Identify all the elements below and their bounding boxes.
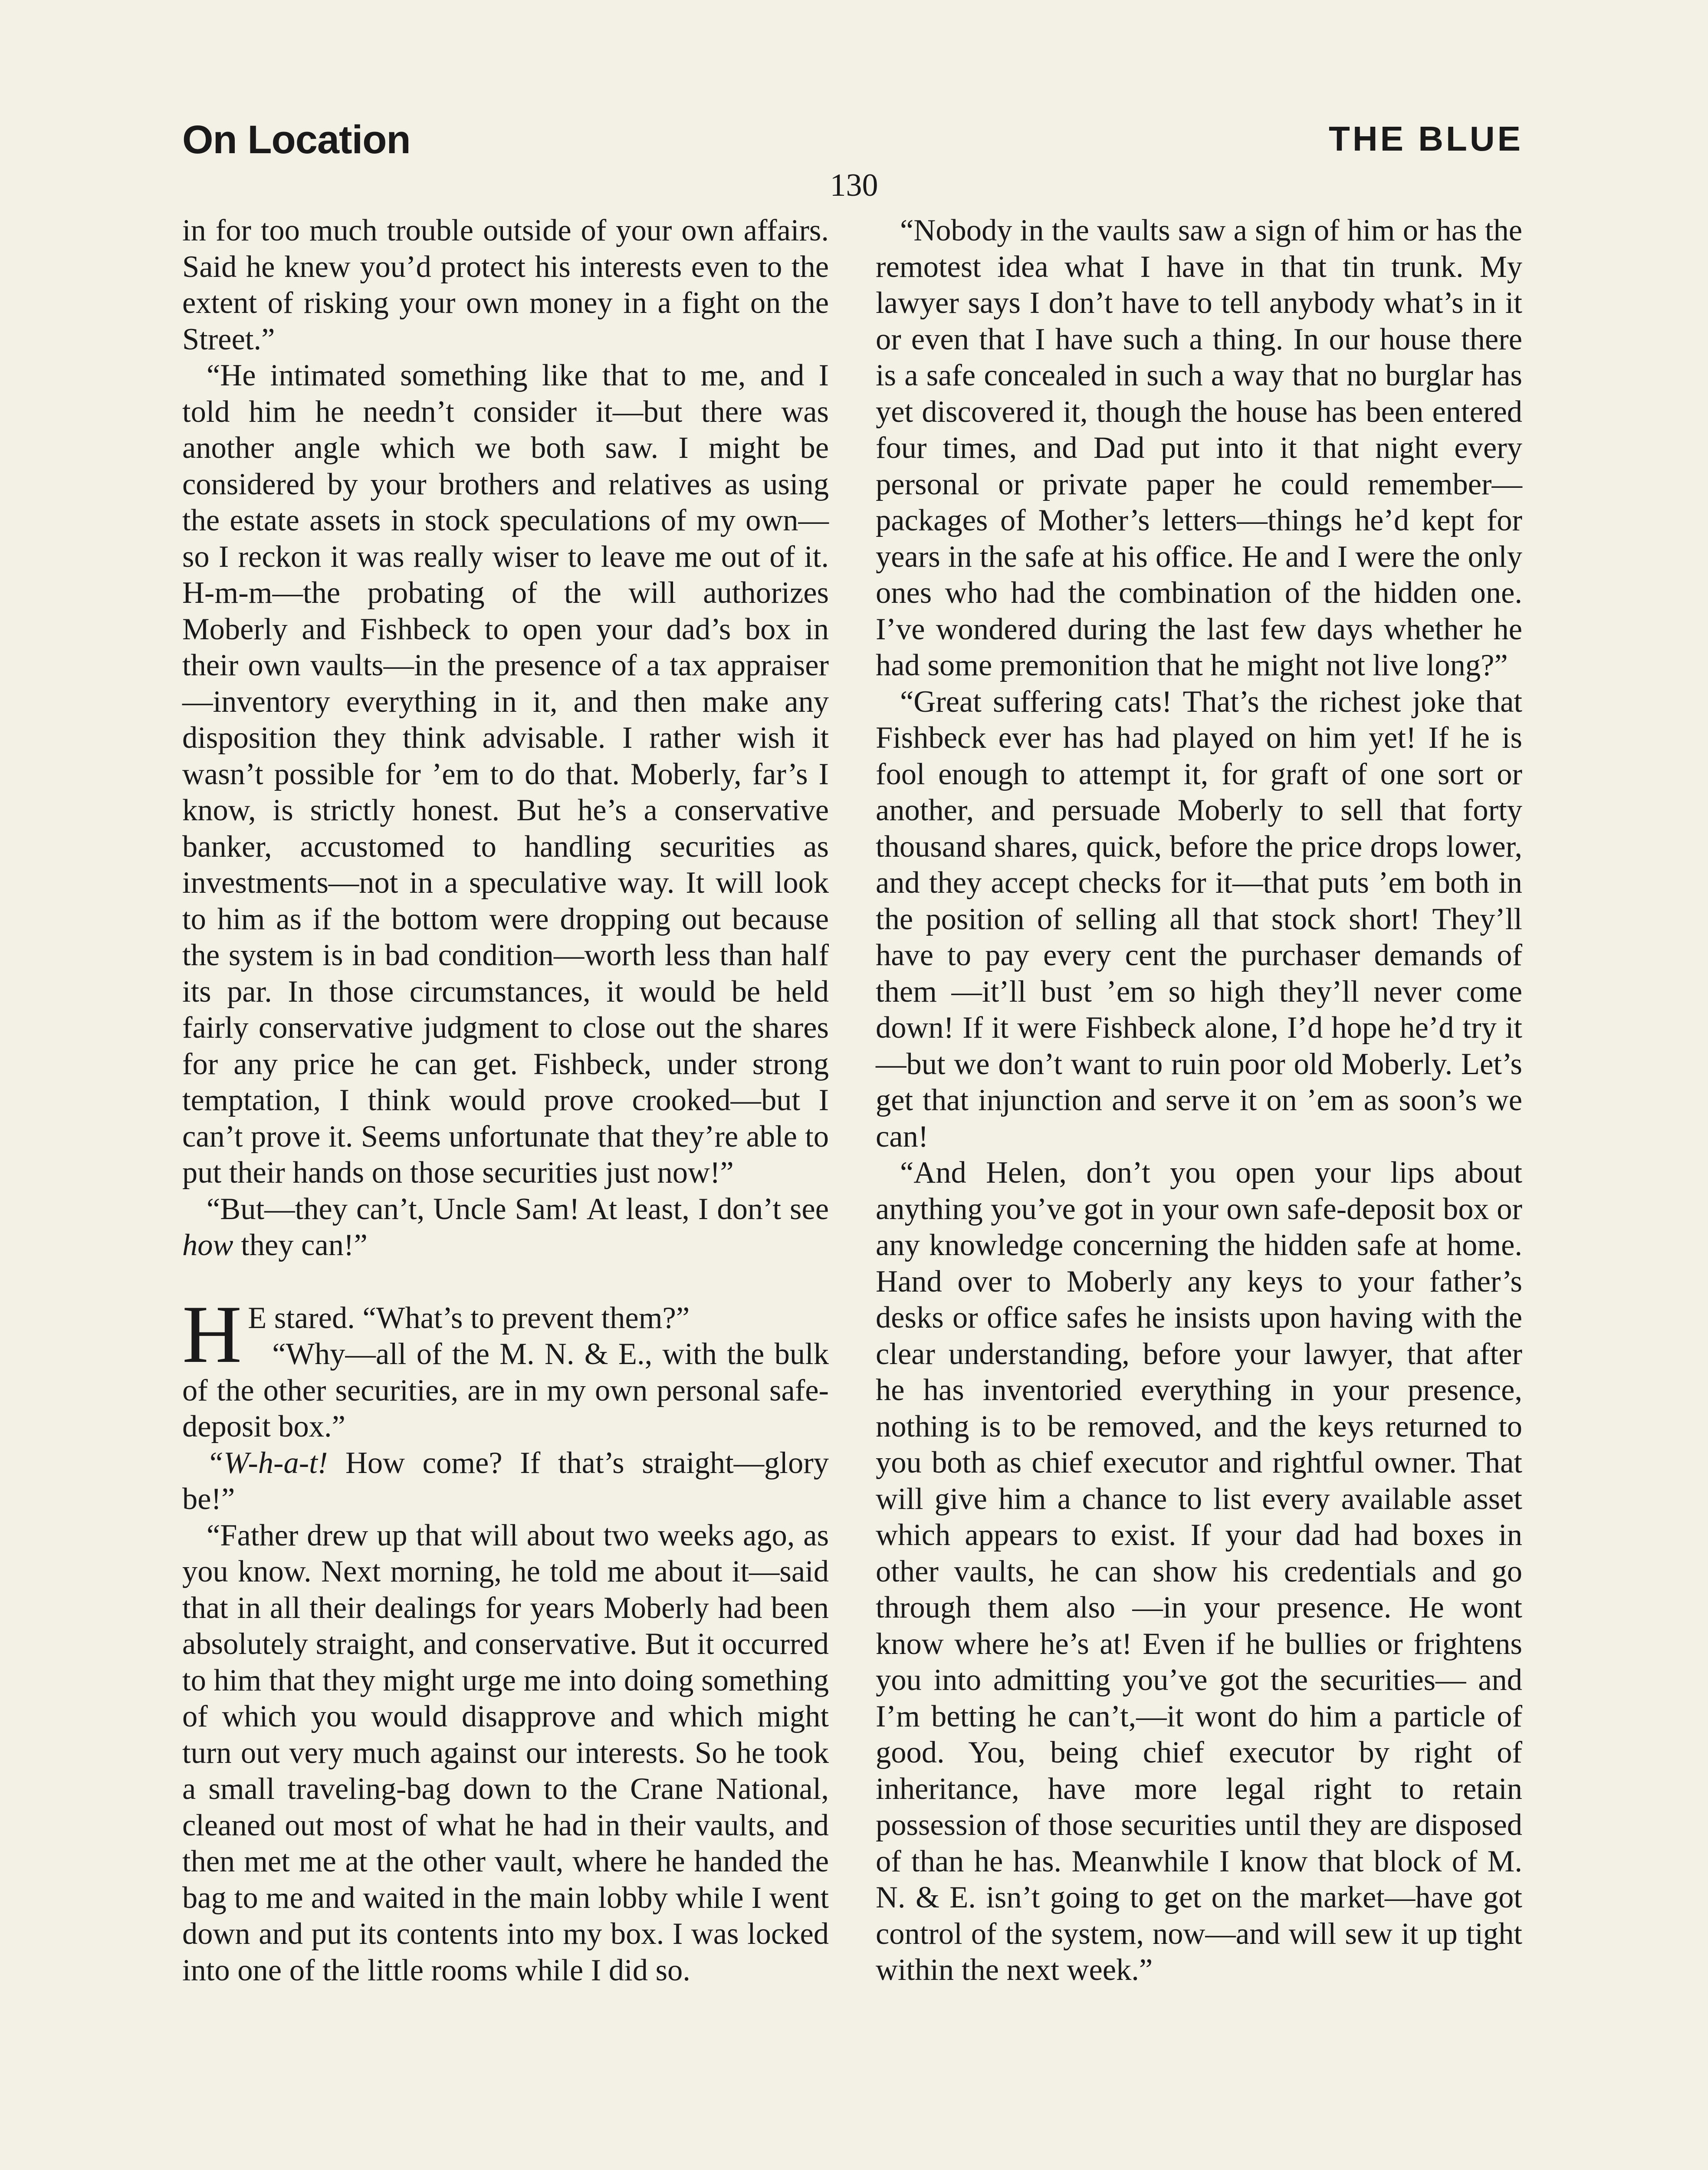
paragraph [182, 1289, 829, 1380]
paragraph-text: “But—they can’t, Uncle Sam! At least, I don’t see [207, 1192, 829, 1226]
paragraph-text: they can!” [233, 1228, 368, 1262]
paragraph [182, 1445, 829, 1518]
emphasis-text: how [182, 1228, 233, 1262]
paragraph: in for too much trouble outside of your own affairs. Said he knew you’d protect his interests even to the extent of risking your own money in a fight on the Street.” [182, 214, 829, 356]
drop-cap: H [182, 1289, 242, 1380]
right-column [876, 213, 1522, 1989]
paragraph: “Great suffering cats! That’s the richest joke that Fishbeck ever has had played on him yet! If he is fool enough to attempt it, for graft of one sort or another, and persuade Moberly to sell that forty thousand shares, quick, before the price drops lower, and they accept checks for it—that puts ’em both in the position of selling all that stock short! They’ll have to pay every cent the purchaser demands of them —it’ll bust ’em so high they’ll never come down! If it were Fishbeck alone, I’d hope he’d try it—but we don’t want to ruin poor old Moberly. Let’s get that injunction and serve it on ’em as soon’s we can! [876, 684, 1522, 1154]
section-break [182, 1264, 829, 1300]
paragraph-text: E stared. “What’s to prevent them?” [248, 1301, 690, 1335]
paragraph: “And Helen, don’t you open your lips about anything you’ve got in your own safe-deposit box or any knowledge concerning the hidden safe at home. Hand over to Moberly any keys to your father’s desks or office safes he insists upon having with the clear understanding, before your lawyer, that after he has inventoried everything in your presence, nothing is to be removed, and the keys returned to you both as chief executor and rightful owner. That will give him a chance to list every available asset which appears to exist. If your dad had boxes in other vaults, he can show his credentials and go through them also —in your presence. He wont know where he’s at! Even if he bullies or frightens you into admitting you’ve got the securities— and I’m betting he can’t,—it wont do him a particle of good. You, being chief executor by right of inheritance, have more legal right to retain possession of those securities until they are disposed of than he has. Meanwhile I know that block of M. N. & E. isn’t going to get on the market—have got control of the system, now—and will sew it up tight within the next week.” [876, 1156, 1522, 1987]
paragraph-text: How come? If that’s straight—glory be!” [182, 1446, 829, 1516]
paragraph: “Father drew up that will about two weeks ago, as you know. Next morning, he told me about it—said that in all their dealings for years Moberly had been absolutely straight, and conservative. But it occurred to him that they might urge me into doing something of which you would disapprove and which might turn out very much against our interests. So he took a small traveling-bag down to the Crane National, cleaned out most of what he had in their vaults, and then met me at the other vault, where he handed the bag to me and waited in the main lobby while I went down and put its contents into my box. I was locked into one of the little rooms while I did so. [182, 1518, 829, 1987]
paragraph [182, 1191, 829, 1264]
magazine-title: THE BLUE [1329, 119, 1523, 158]
paragraph: “Why—all of the M. N. & E., with the bulk of the other securities, are in my own personal safe-deposit box.” [182, 1337, 829, 1443]
running-head [182, 117, 1523, 174]
left-column [182, 213, 829, 1989]
paragraph: “He intimated something like that to me, and I told him he needn’t consider it—but there was another angle which we both saw. I might be considered by your brothers and relatives as using the estate assets in stock speculations of my own—so I reckon it was really wiser to leave me out of it. H-m-m—the probating of the will authorizes Moberly and Fishbeck to open your dad’s box in their own vaults—in the presence of a tax appraiser—inventory everything in it, and then make any disposition they think advisable. I rather wish it wasn’t possible for ’em to do that. Moberly, far’s I know, is strictly honest. But he’s a conservative banker, accustomed to handling securities as investments—not in a speculative way. It will look to him as if the bottom were dropping out because the system is in bad condition—worth less than half its par. In those circumstances, it would be held fairly conservative judgment to close out the shares for any price he can get. Fishbeck, under strong temptation, I think would prove crooked—but I can’t prove it. Seems unfortunate that they’re able to put their hands on those securities just now!” [182, 358, 829, 1190]
page-number: 130 [830, 168, 878, 203]
section-title: On Location [182, 118, 411, 162]
emphasis-text: “W-h-a-t! [207, 1446, 328, 1480]
paragraph: “Nobody in the vaults saw a sign of him or has the remotest idea what I have in that tin trunk. My lawyer says I don’t have to tell anybody what’s in it or even that I have such a thing. In our house there is a safe concealed in such a way that no burglar has yet discovered it, though the house has been entered four times, and Dad put into it that night every personal or private paper he could remember—packages of Mother’s letters—things he’d kept for years in the safe at his office. He and I were the only ones who had the combination of the hidden one. I’ve wondered during the last few days whether he had some premonition that he might not live long?” [876, 214, 1522, 682]
